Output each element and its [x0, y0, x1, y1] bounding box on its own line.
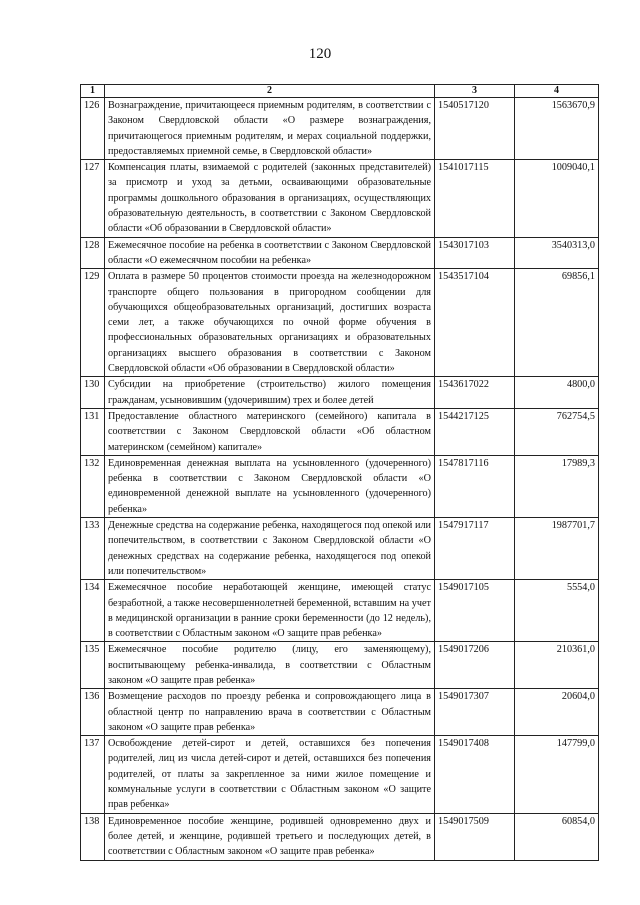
row-amount: 60854,0 [515, 813, 599, 860]
row-description: Предоставление областного материнского (семейного) капитала в соответствии с Законом Свердловской области «Об областном материнском (семейном) капитале» [105, 408, 435, 455]
table-row [81, 377, 599, 409]
row-amount: 1987701,7 [515, 518, 599, 580]
row-description: Единовременное пособие женщине, родившей одновременно двух и более детей, и женщине, родившей третьего и последующих детей, в соответствии с Областным законом «О защите прав ребенка» [105, 813, 435, 860]
row-number: 137 [81, 736, 105, 813]
table-row [81, 736, 599, 813]
budget-table [80, 84, 599, 861]
row-code: 1541017115 [435, 160, 515, 237]
table-row [81, 269, 599, 377]
row-description: Субсидии на приобретение (строительство) жилого помещения гражданам, усыновившим (удочерившим) трех и более детей [105, 377, 435, 409]
column-header-number: 1 [81, 85, 105, 98]
table-row [81, 580, 599, 642]
row-amount: 20604,0 [515, 689, 599, 736]
row-description: Ежемесячное пособие на ребенка в соответствии с Законом Свердловской области «О ежемесячном пособии на ребенка» [105, 237, 435, 269]
page-number: 120 [308, 46, 332, 62]
row-number: 128 [81, 237, 105, 269]
row-code: 1544217125 [435, 408, 515, 455]
row-amount: 210361,0 [515, 642, 599, 689]
row-number: 135 [81, 642, 105, 689]
row-amount: 762754,5 [515, 408, 599, 455]
column-header-amount: 4 [515, 85, 599, 98]
column-header-description: 2 [105, 85, 435, 98]
row-code: 1549017408 [435, 736, 515, 813]
row-description: Денежные средства на содержание ребенка, находящегося под опекой или попечительством, в соответствии с Законом Свердловской области «О денежных средствах на содержание ребенка, находящегося под опекой или попечительством» [105, 518, 435, 580]
row-amount: 17989,3 [515, 455, 599, 517]
row-code: 1543517104 [435, 269, 515, 377]
table-row [81, 518, 599, 580]
row-number: 132 [81, 455, 105, 517]
table-body [81, 98, 599, 861]
row-number: 133 [81, 518, 105, 580]
row-number: 134 [81, 580, 105, 642]
row-description: Освобождение детей-сирот и детей, оставшихся без попечения родителей, лиц из числа детей-сирот и детей, оставшихся без попечения родителей, от платы за закрепленное за ними жилое помещение и коммунальные услуги в соответствии с Областным законом «О защите прав ребенка» [105, 736, 435, 813]
table-row [81, 408, 599, 455]
row-description: Вознаграждение, причитающееся приемным родителям, в соответствии с Законом Свердловской области «О размере вознаграждения, причитающегося приемным родителям, и мерах социальной поддержки, предоставляемых приемной семье, в Свердловской области» [105, 98, 435, 160]
row-amount: 1563670,9 [515, 98, 599, 160]
row-amount: 5554,0 [515, 580, 599, 642]
table-row [81, 237, 599, 269]
row-number: 129 [81, 269, 105, 377]
row-code: 1549017509 [435, 813, 515, 860]
row-amount: 4800,0 [515, 377, 599, 409]
table-row [81, 455, 599, 517]
table-row [81, 813, 599, 860]
row-description: Ежемесячное пособие родителю (лицу, его заменяющему), воспитывающему ребенка-инвалида, в соответствии с Областным законом «О защите прав ребенка» [105, 642, 435, 689]
row-amount: 3540313,0 [515, 237, 599, 269]
row-description: Оплата в размере 50 процентов стоимости проезда на железнодорожном транспорте общего пользования в пригородном сообщении для обучающихся общеобразовательных организаций, достигших возраста семи лет, а также обучающихся по очной форме обучения в профессиональных образовательных организациях и образовательных организациях высшего образования в соответствии с Законом Свердловской области «Об образовании в Свердловской области» [105, 269, 435, 377]
row-amount: 69856,1 [515, 269, 599, 377]
table-row [81, 98, 599, 160]
column-header-code: 3 [435, 85, 515, 98]
row-code: 1543617022 [435, 377, 515, 409]
row-amount: 1009040,1 [515, 160, 599, 237]
row-number: 126 [81, 98, 105, 160]
row-code: 1547917117 [435, 518, 515, 580]
row-number: 130 [81, 377, 105, 409]
row-number: 138 [81, 813, 105, 860]
table-row [81, 689, 599, 736]
row-code: 1543017103 [435, 237, 515, 269]
row-code: 1549017105 [435, 580, 515, 642]
row-number: 136 [81, 689, 105, 736]
table-row [81, 160, 599, 237]
row-description: Возмещение расходов по проезду ребенка и сопровождающего лица в областной центр по направлению врача в соответствии с Областным законом «О защите прав ребенка» [105, 689, 435, 736]
table-header-row [81, 85, 599, 98]
row-description: Ежемесячное пособие неработающей женщине, имеющей статус безработной, а также несовершеннолетней беременной, вставшим на учет в медицинской организации в ранние сроки беременности (до 12 недель), в соответствии с Областным законом «О защите прав ребенка» [105, 580, 435, 642]
row-code: 1549017206 [435, 642, 515, 689]
row-description: Единовременная денежная выплата на усыновленного (удочеренного) ребенка в соответствии с Законом Свердловской области «О единовременной денежной выплате на усыновленного (удочеренного) ребенка» [105, 455, 435, 517]
row-amount: 147799,0 [515, 736, 599, 813]
row-code: 1547817116 [435, 455, 515, 517]
row-code: 1540517120 [435, 98, 515, 160]
row-code: 1549017307 [435, 689, 515, 736]
table-row [81, 642, 599, 689]
row-number: 127 [81, 160, 105, 237]
row-number: 131 [81, 408, 105, 455]
row-description: Компенсация платы, взимаемой с родителей (законных представителей) за присмотр и уход за детьми, осваивающими образовательные программы дошкольного образования в организациях, осуществляющих образовательную деятельность, в соответствии с Законом Свердловской области «Об образовании в Свердловской области» [105, 160, 435, 237]
